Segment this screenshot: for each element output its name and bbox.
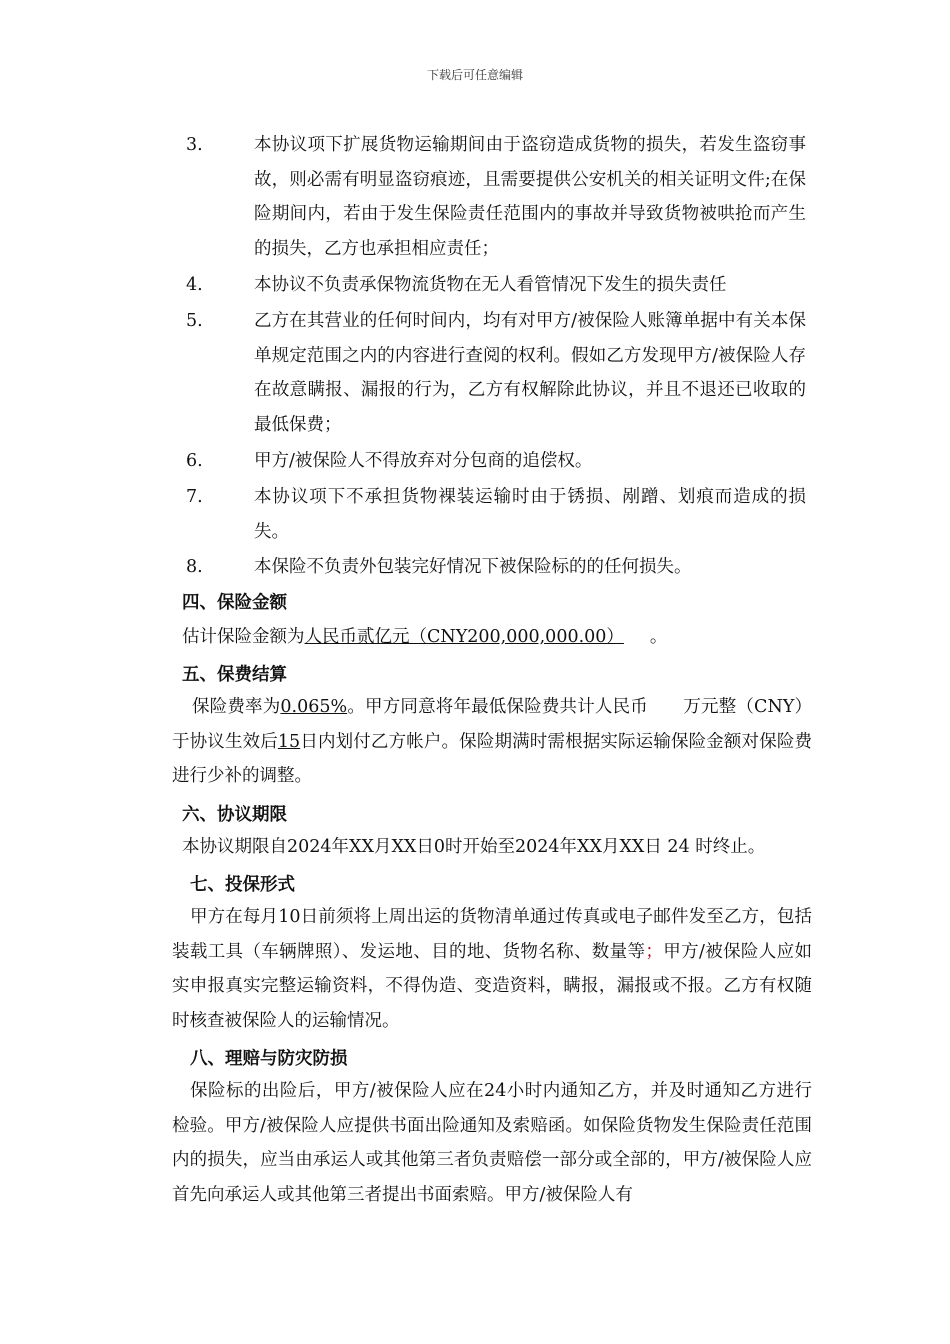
section-4-heading: 四、保险金额 xyxy=(182,593,287,613)
clause-number: 5. xyxy=(186,311,203,331)
section-5-heading: 五、保费结算 xyxy=(182,665,287,685)
section-4-text xyxy=(182,620,812,655)
clause-text: 本协议项下扩展货物运输期间由于盗窃造成货物的损失，若发生盗窃事故，则必需有明显盗窃痕迹，且需要提供公安机关的相关证明文件;在保险期间内，若由于发生保险责任范围内的事故并导致货物被哄抢而产生的损失，乙方也承担相应责任； xyxy=(254,135,806,259)
clause-item-3 xyxy=(186,128,816,266)
section-5-text xyxy=(172,690,812,794)
section-8-heading: 八、理赔与防灾防损 xyxy=(190,1049,348,1069)
clause-text: 本保险不负责外包装完好情况下被保险标的的任何损失。 xyxy=(254,557,692,577)
clause-text: 本协议项下不承担货物裸装运输时由于锈损、剐蹭、划痕而造成的损失。 xyxy=(254,487,806,542)
insured-amount-label: 估计保险金额为 xyxy=(182,627,305,647)
clause-item-7 xyxy=(186,480,816,549)
clause-number: 7. xyxy=(186,487,203,507)
section-6-heading: 六、协议期限 xyxy=(182,805,287,825)
clause-item-4 xyxy=(186,268,816,303)
insured-amount-value: 人民币贰亿元（CNY200,000,000.00） xyxy=(304,627,624,647)
page-header: 下载后可任意编辑 xyxy=(426,68,523,82)
clause-item-6 xyxy=(186,444,816,479)
clause-text: 本协议不负责承保物流货物在无人看管情况下发生的损失责任 xyxy=(254,275,727,295)
clause-number: 4. xyxy=(186,275,203,295)
section-7-text xyxy=(172,900,812,1038)
payment-days-value: 15 xyxy=(277,731,301,752)
premium-text-end: 日内划付乙方帐户。保险期满时需根据实际运输保险金额对保险费进行少补的调整。 xyxy=(172,731,813,786)
clause-item-5 xyxy=(186,304,816,442)
section-7-part-1: 甲方在每月10日前须将上周出运的货物清单通过传真或电子邮件发至乙方，包括装载工具（车辆牌照）、发运地、目的地、货物名称、数量等 xyxy=(172,907,812,962)
clause-number: 6. xyxy=(186,451,203,471)
section-6-text: 本协议期限自2024年XX月XX日0时开始至2024年XX月XX日 24 时终止。 xyxy=(182,837,766,857)
section-7-part-2: 甲方/被保险人应如实申报真实完整运输资料，不得伪造、变造资料，瞒报，漏报或不报。乙方有权随时核查被保险人的运输情况。 xyxy=(172,941,812,1031)
section-7-separator: ； xyxy=(645,941,663,962)
section-7-heading: 七、投保形式 xyxy=(190,875,295,895)
clause-text: 甲方/被保险人不得放弃对分包商的追偿权。 xyxy=(254,451,593,471)
section-8-text: 保险标的出险后，甲方/被保险人应在24小时内通知乙方，并及时通知乙方进行检验。甲方/被保险人应提供书面出险通知及索赔函。如保险货物发生保险责任范围内的损失，应当由承运人或其他第三者负责赔偿一部分或全部的，甲方/被保险人应首先向承运人或其他第三者提出书面索赔。甲方/被保险人有 xyxy=(172,1081,812,1205)
clause-number: 3. xyxy=(186,135,203,155)
premium-rate-value: 0.065% xyxy=(280,697,348,717)
section-4-end: 。 xyxy=(649,627,668,647)
clause-item-8 xyxy=(186,550,816,585)
clause-text: 乙方在其营业的任何时间内，均有对甲方/被保险人账簿单据中有关本保单规定范围之内的内容进行查阅的权利。假如乙方发现甲方/被保险人存在故意瞒报、漏报的行为，乙方有权解除此协议，并且不退还已收取的最低保费； xyxy=(254,311,806,435)
premium-rate-label: 保险费率为 xyxy=(192,697,281,717)
clause-number: 8. xyxy=(186,557,203,577)
premium-text: 。甲方同意将年最低保险费共计人民币 万元整（CNY）于协议生效后 xyxy=(172,697,812,752)
